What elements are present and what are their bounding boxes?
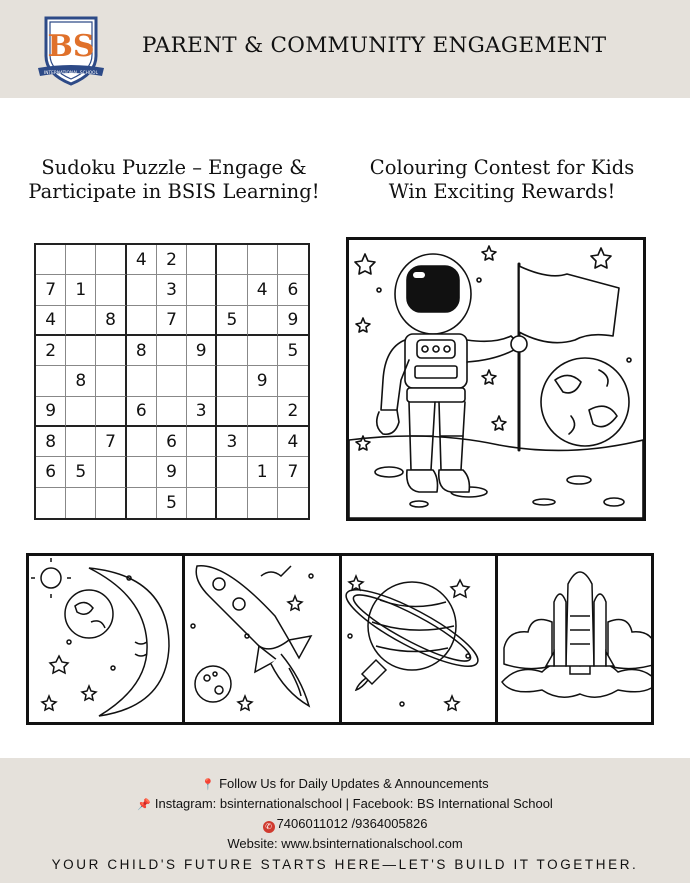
- sudoku-grid: [36, 245, 308, 518]
- website-link[interactable]: Website: www.bsinternationalschool.com: [227, 836, 463, 851]
- sudoku-cell: [157, 397, 187, 427]
- sudoku-cell: 4: [127, 245, 157, 275]
- colouring-title-line1: Colouring Contest for Kids: [369, 156, 635, 179]
- sudoku-cell: [278, 245, 308, 275]
- sudoku-cell: [248, 488, 278, 518]
- sudoku-cell: 2: [278, 397, 308, 427]
- sudoku-cell: [278, 488, 308, 518]
- sudoku-cell: 6: [36, 457, 66, 487]
- sudoku-cell: [127, 306, 157, 336]
- planet-rings-colouring-image: [342, 556, 498, 722]
- sudoku-cell: [96, 336, 126, 366]
- sudoku-cell: [217, 336, 247, 366]
- sudoku-cell: [187, 306, 217, 336]
- sudoku-cell: [96, 245, 126, 275]
- sudoku-cell: [217, 366, 247, 396]
- pin-icon: 📍: [201, 779, 216, 791]
- sudoku-cell: 8: [66, 366, 96, 396]
- sudoku-cell: 7: [157, 306, 187, 336]
- sudoku-cell: [66, 488, 96, 518]
- logo-initials: BS: [47, 29, 95, 64]
- sudoku-section-title: [24, 156, 324, 204]
- sudoku-cell: [127, 275, 157, 305]
- sudoku-cell: 8: [127, 336, 157, 366]
- sudoku-cell: [127, 488, 157, 518]
- sudoku-cell: [66, 336, 96, 366]
- sudoku-cell: 6: [127, 397, 157, 427]
- sudoku-cell: [248, 336, 278, 366]
- sudoku-cell: 5: [217, 306, 247, 336]
- sudoku-cell: 9: [36, 397, 66, 427]
- sudoku-cell: 9: [157, 457, 187, 487]
- phone-numbers[interactable]: 7406011012 /9364005826: [276, 816, 428, 831]
- sudoku-cell: [96, 275, 126, 305]
- sudoku-cell: [248, 397, 278, 427]
- sudoku-cell: [217, 457, 247, 487]
- pushpin-icon: 📌: [137, 799, 151, 811]
- school-logo: [36, 12, 106, 88]
- sudoku-cell: [217, 245, 247, 275]
- sudoku-puzzle: [34, 243, 310, 520]
- sudoku-cell: 9: [187, 336, 217, 366]
- footer-tagline: YOUR CHILD'S FUTURE STARTS HERE—LET'S BUILD IT TOGETHER.: [51, 857, 639, 872]
- moon-earth-colouring-image: [29, 556, 185, 722]
- sudoku-cell: [278, 366, 308, 396]
- sudoku-cell: [66, 245, 96, 275]
- sudoku-cell: [36, 488, 66, 518]
- colouring-strip: [26, 553, 654, 725]
- sudoku-cell: [96, 397, 126, 427]
- phone-icon: ✆: [263, 821, 275, 833]
- sudoku-cell: [66, 306, 96, 336]
- sudoku-cell: 7: [278, 457, 308, 487]
- sudoku-title-line2: Participate in BSIS Learning!: [28, 180, 320, 203]
- astronaut-colouring-image: [346, 237, 646, 521]
- follow-us-text: Follow Us for Daily Updates & Announcements: [219, 776, 489, 791]
- sudoku-cell: [96, 488, 126, 518]
- sudoku-title-line1: Sudoku Puzzle – Engage &: [41, 156, 307, 179]
- social-links-text[interactable]: Instagram: bsinternationalschool | Facebook: BS International School: [154, 796, 553, 811]
- sudoku-cell: 9: [248, 366, 278, 396]
- sudoku-cell: 3: [217, 427, 247, 457]
- sudoku-cell: [187, 457, 217, 487]
- sudoku-cell: [187, 488, 217, 518]
- rocket-colouring-image: [185, 556, 341, 722]
- colouring-section-title: [352, 156, 652, 204]
- sudoku-cell: 2: [36, 336, 66, 366]
- sudoku-cell: 4: [36, 306, 66, 336]
- social-line: [0, 796, 690, 811]
- sudoku-cell: 1: [66, 275, 96, 305]
- follow-us-line: [0, 776, 690, 791]
- header-band: [0, 0, 690, 98]
- sudoku-cell: 1: [248, 457, 278, 487]
- sudoku-cell: 4: [278, 427, 308, 457]
- sudoku-cell: [96, 457, 126, 487]
- sudoku-cell: [248, 306, 278, 336]
- sudoku-cell: 8: [96, 306, 126, 336]
- sudoku-cell: [187, 366, 217, 396]
- sudoku-cell: 4: [248, 275, 278, 305]
- sudoku-cell: [66, 397, 96, 427]
- sudoku-cell: [127, 427, 157, 457]
- sudoku-cell: 9: [278, 306, 308, 336]
- sudoku-cell: 5: [278, 336, 308, 366]
- sudoku-cell: [217, 275, 247, 305]
- logo-caption: INTERNATIONAL SCHOOL: [44, 71, 98, 76]
- sudoku-cell: [127, 457, 157, 487]
- sudoku-cell: [248, 245, 278, 275]
- sudoku-cell: 3: [157, 275, 187, 305]
- colouring-title-line2: Win Exciting Rewards!: [388, 180, 616, 203]
- sudoku-cell: [157, 336, 187, 366]
- shuttle-launch-colouring-image: [498, 556, 651, 722]
- sudoku-cell: 7: [36, 275, 66, 305]
- sudoku-cell: 3: [187, 397, 217, 427]
- sudoku-cell: 5: [157, 488, 187, 518]
- sudoku-cell: 8: [36, 427, 66, 457]
- sudoku-cell: 7: [96, 427, 126, 457]
- sudoku-cell: 6: [278, 275, 308, 305]
- sudoku-cell: [66, 427, 96, 457]
- sudoku-cell: 5: [66, 457, 96, 487]
- sudoku-cell: [127, 366, 157, 396]
- phone-line: [0, 816, 690, 833]
- sudoku-cell: [217, 397, 247, 427]
- sudoku-cell: [187, 275, 217, 305]
- sudoku-cell: [187, 245, 217, 275]
- sudoku-cell: [157, 366, 187, 396]
- sudoku-cell: [248, 427, 278, 457]
- sudoku-cell: [96, 366, 126, 396]
- sudoku-cell: [36, 366, 66, 396]
- sudoku-cell: 6: [157, 427, 187, 457]
- footer-band: [0, 758, 690, 883]
- sudoku-cell: [217, 488, 247, 518]
- sudoku-cell: 2: [157, 245, 187, 275]
- sudoku-cell: [36, 245, 66, 275]
- page-title: PARENT & COMMUNITY ENGAGEMENT: [142, 33, 607, 58]
- sudoku-cell: [187, 427, 217, 457]
